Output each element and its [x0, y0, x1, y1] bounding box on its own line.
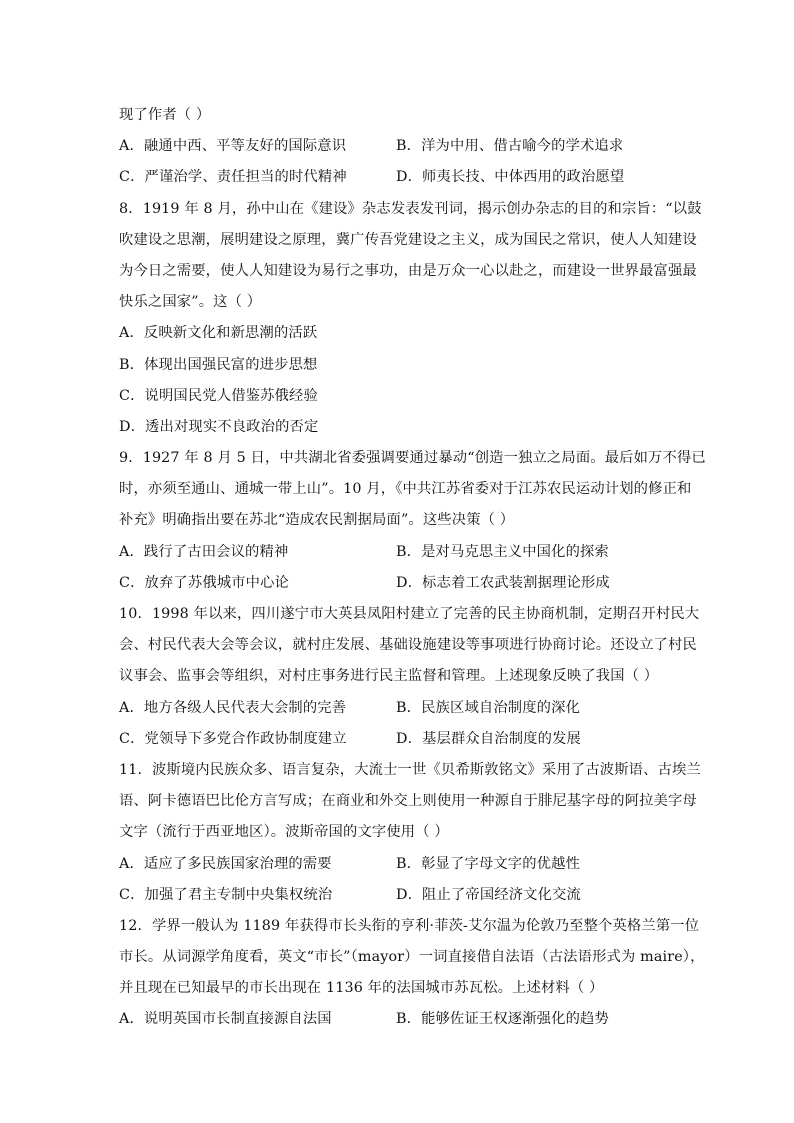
option-left: C．放弃了苏俄城市中心论: [119, 574, 290, 591]
document-body: [119, 100, 706, 1036]
options-row: [119, 1004, 689, 1035]
text-line: 快乐之国家”。这（ ）: [119, 294, 262, 311]
text-line: 会、村民代表大会等会议，就村庄发展、基础设施建设等事项进行协商讨论。还设立了村民: [119, 637, 697, 654]
text-line: 现了作者（ ）: [119, 107, 211, 123]
text-line: 并且现在已知最早的市长出现在 1136 年的法国城市苏瓦松。上述材料（ ）: [119, 980, 604, 997]
text-line: 吹建设之思潮，展明建设之原理，冀广传吾党建设之主义，成为国民之常识，使人人知建设: [119, 231, 697, 248]
text-line: C．说明国民党人借鉴苏俄经验: [119, 387, 318, 404]
option-left: A．适应了多民族国家治理的需要: [119, 855, 332, 872]
options-row: [119, 693, 689, 724]
text-line: B．体现出国强民富的进步思想: [119, 356, 318, 373]
option-right: B．是对马克思主义中国化的探索: [396, 543, 609, 560]
option-right: B．能够佐证王权逐渐强化的趋势: [396, 1011, 609, 1028]
text-line: 11．波斯境内民族众多、语言复杂，大流士一世《贝希斯敦铭文》采用了古波斯语、古埃兰: [119, 761, 701, 778]
options-row: [119, 568, 689, 599]
text-line: D．透出对现实不良政治的否定: [119, 418, 319, 435]
text-line: 时，亦须至通山、通城一带上山”。10 月，《中共江苏省委对于江苏农民运动计划的修正和: [119, 481, 692, 498]
options-row: [119, 849, 689, 880]
text-line: 9．1927 年 8 月 5 日，中共湖北省委强调要通过暴动“创造一独立之局面。最后如万不得已: [119, 450, 706, 467]
text-line: 为今日之需要，使人人知建设为易行之事功，由是万众一心以赴之，而建设一世界最富强最: [119, 262, 697, 279]
option-right: D．师夷长技、中体西用的政治愿望: [396, 169, 625, 186]
option-left: A．地方各级人民代表大会制的完善: [119, 699, 347, 716]
options-row: [119, 537, 689, 568]
option-left: C．严谨治学、责任担当的时代精神: [119, 169, 347, 186]
options-row: [119, 131, 689, 162]
text-line: 语、阿卡德语巴比伦方言写成；在商业和外交上则使用一种源自于腓尼基字母的阿拉美字母: [119, 793, 697, 810]
text-line: A．反映新文化和新思潮的活跃: [119, 325, 318, 342]
option-left: A．说明英国市长制直接源自法国: [119, 1011, 332, 1028]
options-row: [119, 880, 689, 911]
text-line: 10．1998 年以来，四川遂宁市大英县凤阳村建立了完善的民主协商机制，定期召开村民大: [119, 606, 700, 622]
text-line: 12．学界一般认为 1189 年获得市长头衔的亨利·菲茨-艾尔温为伦敦乃至整个英格兰第一位: [119, 917, 700, 934]
text-line: 文字（流行于西亚地区）。波斯帝国的文字使用（ ）: [119, 824, 449, 841]
options-row: [119, 724, 689, 755]
text-line: 8．1919 年 8 月，孙中山在《建设》杂志发表发刊词，揭示创办杂志的目的和宗旨：“以鼓: [119, 200, 702, 217]
option-left: C．加强了君主专制中央集权统治: [119, 886, 333, 903]
options-row: [119, 162, 689, 193]
option-left: A．融通中西、平等友好的国际意识: [119, 138, 347, 155]
option-left: C．党领导下多党合作政协制度建立: [119, 730, 347, 747]
option-right: B．民族区域自治制度的深化: [396, 699, 581, 716]
option-right: B．彰显了字母文字的优越性: [396, 855, 581, 872]
option-left: A．践行了古田会议的精神: [119, 543, 289, 560]
text-line: 议事会、监事会等组织，对村庄事务进行民主监督和管理。上述现象反映了我国（ ）: [119, 668, 659, 685]
option-right: D．标志着工农武装割据理论形成: [396, 574, 610, 591]
option-right: D．阻止了帝国经济文化交流: [396, 886, 581, 903]
option-right: B．洋为中用、借古喻今的学术追求: [396, 138, 624, 155]
text-line: 市长。从词源学角度看，英文“市长”（mayor）一词直接借自法语（古法语形式为 maire），: [119, 949, 705, 966]
text-line: 补充》明确指出要在苏北“造成农民割据局面”。这些决策（ ）: [119, 512, 515, 529]
option-right: D．基层群众自治制度的发展: [396, 730, 581, 747]
